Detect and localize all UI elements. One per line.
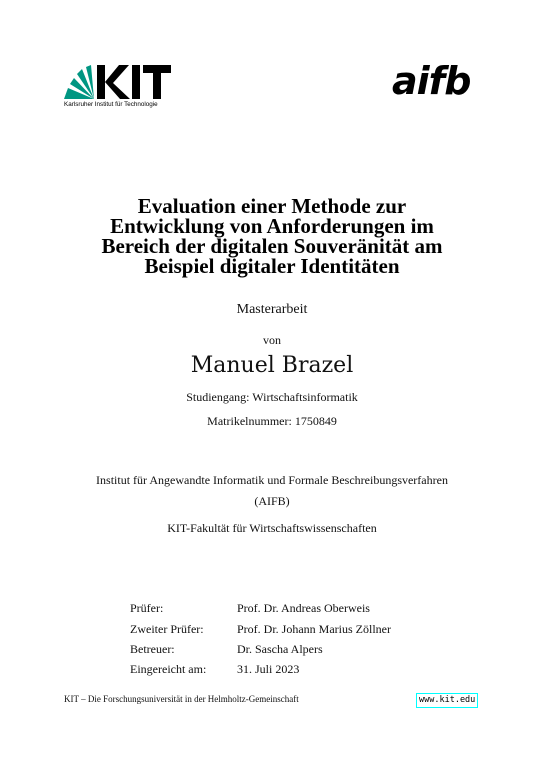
kit-emblem-icon (64, 64, 174, 100)
thesis-title (40, 196, 504, 276)
info-label: Betreuer: (130, 642, 175, 656)
student-id: Matrikelnummer: 1750849 (207, 414, 337, 428)
title-line: Entwicklung von Anforderungen im (110, 214, 434, 238)
info-value: Dr. Sascha Alpers (237, 642, 323, 656)
info-value: Prof. Dr. Andreas Oberweis (237, 601, 370, 615)
kit-subtitle: Karlsruher Institut für Technologie (64, 101, 158, 108)
kit-website-link[interactable]: www.kit.edu (416, 693, 478, 708)
document-type: Masterarbeit (236, 302, 308, 317)
info-label: Zweiter Prüfer: (130, 622, 204, 636)
info-value: 31. Juli 2023 (237, 662, 300, 676)
institute-name: Institut für Angewandte Informatik und Formale Beschreibungsverfahren (96, 473, 448, 487)
info-label: Eingereicht am: (130, 662, 207, 676)
aifb-logo: aifb (392, 59, 471, 103)
institute-abbreviation: (AIFB) (254, 494, 290, 508)
study-program: Studiengang: Wirtschaftsinformatik (186, 390, 358, 404)
info-label: Prüfer: (130, 601, 164, 615)
kit-logo (64, 64, 174, 112)
title-line: Evaluation einer Methode zur (137, 194, 407, 218)
footer-text: KIT – Die Forschungsuniversität in der Helmholtz-Gemeinschaft (64, 694, 299, 704)
author-name: Manuel Brazel (190, 353, 354, 378)
title-line: Bereich der digitalen Souveränität am (101, 234, 443, 258)
faculty-name: KIT-Fakultät für Wirtschaftswissenschaften (167, 521, 377, 535)
info-value: Prof. Dr. Johann Marius Zöllner (237, 622, 391, 636)
title-line: Beispiel digitaler Identitäten (144, 254, 400, 278)
by-label: von (263, 333, 281, 347)
